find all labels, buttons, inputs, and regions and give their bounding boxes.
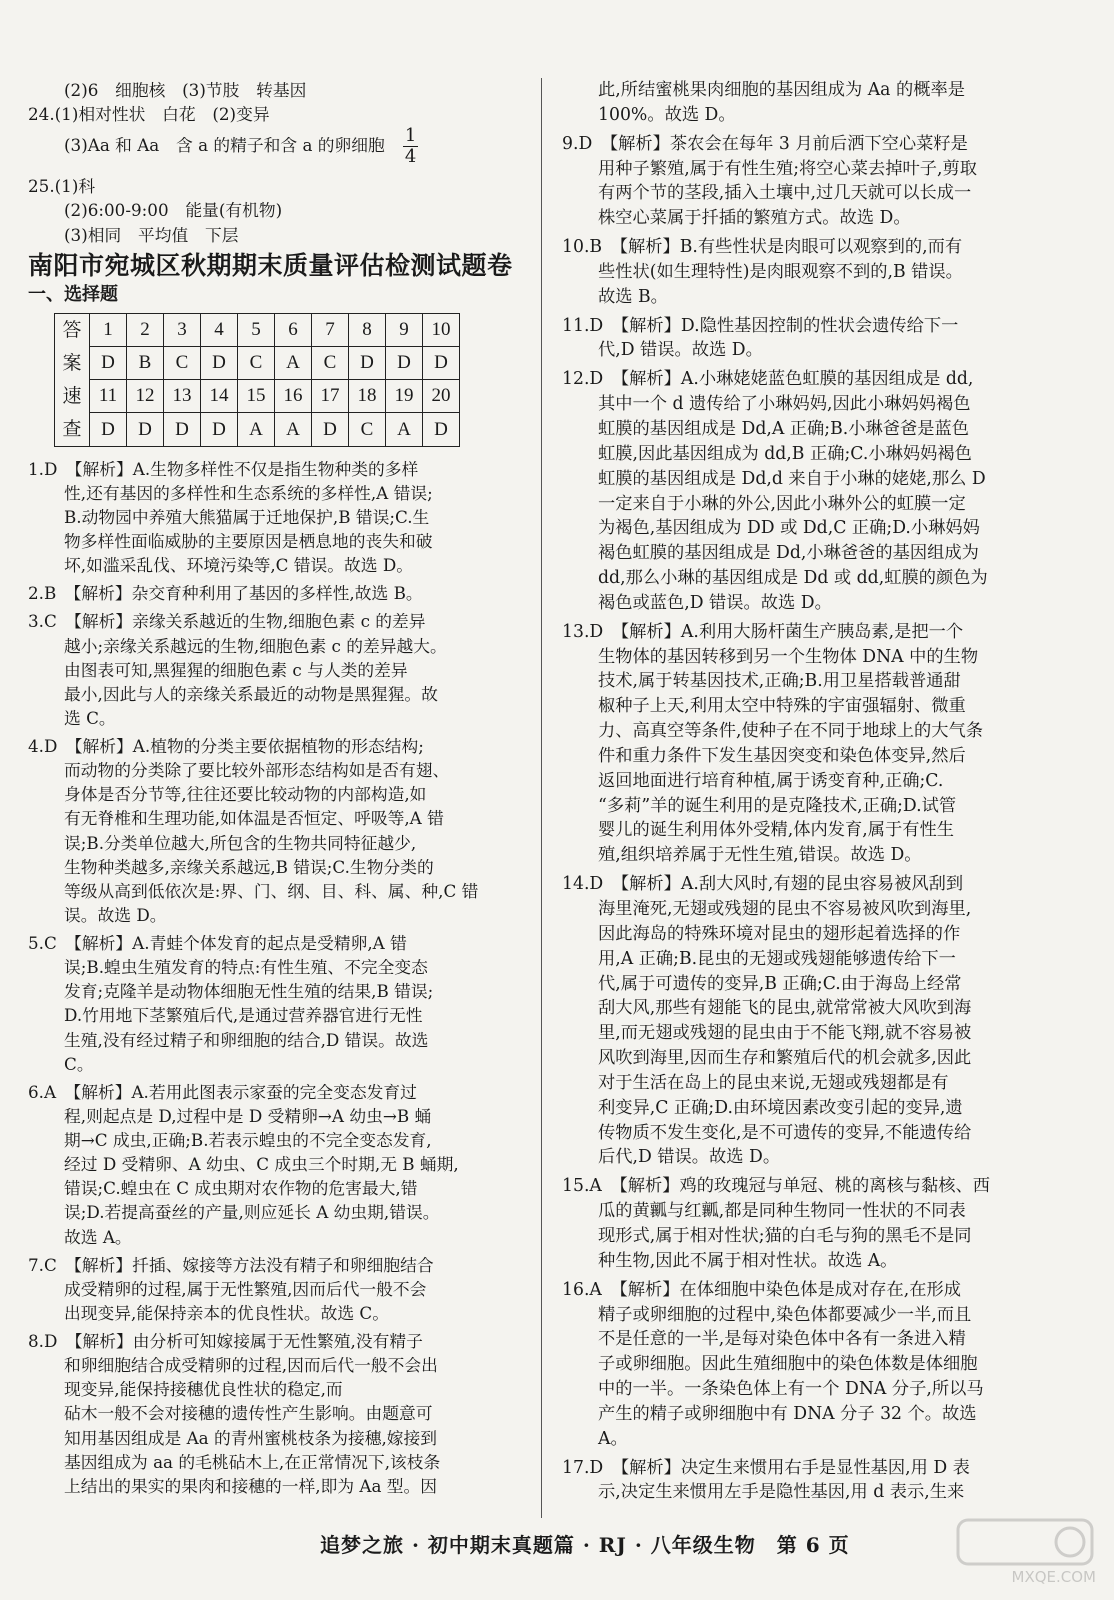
answer-item — [562, 1174, 1067, 1273]
question-number-cell: 16 — [275, 380, 312, 413]
question-number-cell: 9 — [386, 313, 423, 346]
answer-text: (3)Aa 和 Aa 含 a 的精子和含 a 的卵细胞 — [64, 135, 385, 156]
answer-first-line: 5.C 【解析】A.青蛙个体发育的起点是受精卵,A 错 — [28, 933, 407, 953]
answer-line: 性,还有基因的多样性和生态系统的多样性,A 错误; — [64, 482, 433, 503]
answer-line: 现形式,属于相对性状;猫的白毛与狗的黑毛不是同 — [598, 1225, 972, 1246]
answer-line: 为褐色,基因组成为 DD 或 Dd,C 正确;D.小琳妈妈 — [598, 518, 980, 539]
answer-first-line: 7.C 【解析】扦插、嫁接等方法没有精子和卵细胞结合 — [28, 1254, 434, 1275]
left-column — [28, 78, 528, 1502]
answer-line: 有两个节的茎段,插入土壤中,过几天就可以长成一 — [598, 183, 972, 204]
answer-line: 刮大风,那些有翅能飞的昆虫,就常常被大风吹到海 — [598, 998, 972, 1019]
answer-first-line: 17.D 【解析】决定生来惯用右手是显性基因,用 D 表 — [562, 1457, 970, 1478]
answer-item — [562, 314, 1067, 364]
answer-item — [562, 1278, 1067, 1452]
answer-line: 利变异,C 正确;D.由环境因素改变引起的变异,遗 — [598, 1097, 963, 1118]
answer-line: 物多样性面临威胁的主要原因是栖息地的丧失和破 — [64, 531, 433, 551]
answer-line: 虹膜的基因组成是 Dd,d 来自于小琳的姥姥,那么 D — [598, 468, 986, 489]
answer-first-line: 16.A 【解析】在体细胞中染色体是成对存在,在形成 — [562, 1279, 962, 1300]
answer-line: 力、高真空等条件,使种子在不同于地球上的大气条 — [598, 721, 983, 742]
answer-line: 上结出的果实的果肉和接穗的一样,即为 Aa 型。因 — [64, 1475, 438, 1496]
answer-line: 有无脊椎和生理功能,如体温是否恒定、呼吸等,A 错 — [64, 808, 444, 829]
answer-line: 坏,如滥采乱伐、环境污染等,C 错误。故选 D。 — [64, 555, 414, 576]
answer-line: “多莉”羊的诞生利用的是克隆技术,正确;D.试管 — [598, 795, 957, 816]
answer-line: 风吹到海里,因而生存和繁殖后代的机会就多,因此 — [598, 1048, 972, 1069]
answer-line — [28, 223, 528, 247]
answer-line: 此,所结蜜桃果肉细胞的基因组成为 Aa 的概率是 — [598, 80, 965, 100]
question-number-cell: 1 — [90, 313, 127, 346]
answer-line: 100%。故选 D。 — [598, 104, 736, 125]
answer-cell: D — [423, 346, 460, 379]
answer-cell: A — [386, 413, 423, 446]
answer-cell: D — [90, 413, 127, 446]
question-number-cell: 7 — [312, 313, 349, 346]
answer-line: 株空心菜属于扦插的繁殖方式。故选 D。 — [598, 208, 911, 229]
answer-line: 最小,因此与人的亲缘关系最近的动物是黑猩猩。故 — [64, 683, 438, 704]
answer-first-line: 6.A 【解析】A.若用此图表示家蚕的完全变态发育过 — [28, 1081, 417, 1102]
answer-cell: C — [238, 346, 275, 379]
answer-line: C。 — [64, 1053, 94, 1074]
answer-key-header-char: 答 — [62, 318, 82, 341]
answer-line: 越小;亲缘关系越远的生物,细胞色素 c 的差异越大。 — [64, 635, 447, 656]
answer-line: 和卵细胞结合成受精卵的过程,因而后代一般不会出 — [64, 1355, 438, 1376]
question-number-cell: 4 — [201, 313, 238, 346]
answer-key-header-char: 查 — [62, 417, 82, 440]
answer-item — [28, 1253, 528, 1325]
answer-first-line: 14.D 【解析】A.刮大风时,有翅的昆虫容易被风刮到 — [562, 874, 964, 895]
answer-cell: D — [127, 413, 164, 446]
answer-first-line: 8.D 【解析】由分析可知嫁接属于无性繁殖,没有精子 — [28, 1331, 423, 1351]
column-divider — [541, 78, 542, 1518]
answer-key-table — [54, 313, 460, 447]
answer-line: 砧木一般不会对接穗的遗传性产生影响。由题意可 — [64, 1403, 433, 1424]
answer-cell: D — [423, 413, 460, 446]
answer-first-line: 11.D 【解析】D.隐性基因控制的性状会遗传给下一 — [562, 315, 959, 336]
question-number-cell: 6 — [275, 313, 312, 346]
right-column — [562, 78, 1067, 1509]
answer-line: 褐色虹膜的基因组成是 Dd,小琳爸爸的基因组成为 — [598, 543, 979, 564]
answer-line: 子或卵细胞。因此生殖细胞中的染色体数是体细胞 — [598, 1354, 978, 1375]
answer-first-line: 12.D 【解析】A.小琳姥姥蓝色虹膜的基因组成是 dd, — [562, 369, 974, 390]
answer-line: 返回地面进行培育种植,属于诱变育种,正确;C. — [598, 770, 944, 791]
answer-key-header-char: 案 — [62, 351, 82, 374]
answer-line: 瓜的黄瓤与红瓤,都是同种生物同一性状的不同表 — [598, 1201, 966, 1222]
answer-line: 虹膜,因此基因组成为 dd,B 正确;C.小琳妈妈褐色 — [598, 443, 972, 464]
answer-item — [562, 1456, 1067, 1506]
answer-line: 知用基因组成是 Aa 的青州蜜桃枝条为接穗,嫁接到 — [64, 1427, 438, 1448]
answer-item — [562, 620, 1067, 868]
answer-key-header-char: 速 — [62, 384, 82, 407]
question-number-cell: 20 — [423, 380, 460, 413]
answer-cell: C — [349, 413, 386, 446]
answer-line: 成受精卵的过程,属于无性繁殖,因而后代一般不会 — [64, 1278, 427, 1299]
answer-first-line: 2.B 【解析】杂交育种利用了基因的多样性,故选 B。 — [28, 583, 423, 604]
answer-line: 误;B.蝗虫生殖发育的特点:有性生殖、不完全变态 — [64, 957, 428, 978]
section-subtitle: 一、选择题 — [28, 283, 118, 305]
answer-line: 生殖,没有经过精子和卵细胞的结合,D 错误。故选 — [64, 1029, 429, 1050]
answer-line: 程,则起点是 D,过程中是 D 受精卵→A 幼虫→B 蛹 — [64, 1105, 432, 1126]
answer-first-line: 3.C 【解析】亲缘关系越近的生物,细胞色素 c 的差异 — [28, 611, 426, 632]
answer-item — [562, 367, 1067, 615]
answer-line: 一定来自于小琳的外公,因此小琳外公的虹膜一定 — [598, 493, 966, 514]
answer-line: 对于生活在岛上的昆虫来说,无翅或残翅都是有 — [598, 1072, 949, 1093]
question-number-cell: 10 — [423, 313, 460, 346]
answer-line: 产生的精子或卵细胞中有 DNA 分子 32 个。故选 — [598, 1403, 977, 1424]
answer-first-line: 15.A 【解析】鸡的玫瑰冠与单冠、桃的离核与黏核、西 — [562, 1176, 991, 1197]
answer-line — [28, 102, 528, 126]
answer-line: 故选 A。 — [64, 1226, 132, 1247]
answer-line: 误;B.分类单位越大,所包含的生物共同特征越少, — [64, 832, 417, 853]
answer-line: 其中一个 d 遗传给了小琳妈妈,因此小琳妈妈褐色 — [598, 394, 971, 415]
answer-line: 件和重力条件下发生基因突变和染色体变异,然后 — [598, 745, 966, 766]
question-number-cell: 12 — [127, 380, 164, 413]
answer-item — [562, 872, 1067, 1170]
answer-key-row — [55, 413, 460, 446]
answer-key-header — [55, 313, 90, 446]
answer-key-row — [55, 346, 460, 379]
answer-cell: B — [127, 346, 164, 379]
watermark-icon — [950, 1514, 1100, 1570]
answer-cell: D — [349, 346, 386, 379]
answer-line: 发育;克隆羊是动物体细胞无性生殖的结果,B 错误; — [64, 981, 434, 1002]
answer-item — [562, 78, 1067, 128]
answer-line: 误。故选 D。 — [64, 904, 167, 925]
answer-cell: A — [238, 413, 275, 446]
answer-line: 出现变异,能保持亲本的优良性状。故选 C。 — [64, 1302, 389, 1323]
answer-line: 生物体的基因转移到另一个生物体 DNA 中的生物 — [598, 646, 979, 667]
answer-line: 代,属于可遗传的变异,B 正确;C.由于海岛上经常 — [598, 973, 962, 994]
answer-first-line: 9.D 【解析】茶农会在每年 3 月前后洒下空心菜籽是 — [562, 133, 968, 154]
answer-line: 而动物的分类除了要比较外部形态结构如是否有翅、 — [64, 760, 450, 781]
answer-line: 生物种类越多,亲缘关系越远,B 错误;C.生物分类的 — [64, 856, 434, 877]
answer-item — [28, 1329, 528, 1498]
answer-line: D.竹用地下茎繁殖后代,是通过营养器官进行无性 — [64, 1005, 423, 1026]
answer-line: 些性状(如生理特性)是肉眼观察不到的,B 错误。 — [598, 261, 963, 282]
answer-line: 误;D.若提高蚕丝的产量,则应延长 A 幼虫期,错误。 — [64, 1202, 440, 1223]
answer-item — [28, 457, 528, 578]
answer-line: 代,D 错误。故选 D。 — [598, 340, 763, 361]
answer-text: 24.(1)相对性状 白花 (2)变异 — [28, 104, 270, 125]
answer-line: 精子或卵细胞的过程中,染色体都要减少一半,而且 — [598, 1304, 972, 1325]
question-number-cell: 17 — [312, 380, 349, 413]
answer-line: 虹膜的基因组成是 Dd,A 正确;B.小琳爸爸是蓝色 — [598, 418, 970, 439]
answer-text: 25.(1)科 — [28, 176, 96, 197]
question-number-cell: 14 — [201, 380, 238, 413]
section-title: 南阳市宛城区秋期期末质量评估检测试题卷 — [28, 250, 513, 280]
answer-line: 基因组成为 aa 的毛桃砧木上,在正常情况下,该枝条 — [64, 1451, 441, 1472]
fraction — [403, 126, 418, 167]
answer-line: 由图表可知,黑猩猩的细胞色素 c 与人类的差异 — [64, 659, 408, 680]
answer-line: 婴儿的诞生利用体外受精,体内发育,属于有性生 — [598, 820, 954, 841]
answer-line — [28, 78, 528, 102]
answer-line: 故选 B。 — [598, 286, 668, 307]
answer-text: (2)6 细胞核 (3)节肢 转基因 — [64, 80, 307, 100]
answer-line: 传物质不发生变化,是不可遗传的变异,不能遗传给 — [598, 1122, 972, 1143]
answer-item — [28, 1080, 528, 1249]
answer-item — [562, 132, 1067, 231]
answer-line: 示,决定生来惯用左手是隐性基因,用 d 表示,生来 — [598, 1482, 965, 1503]
question-number-cell: 8 — [349, 313, 386, 346]
answer-first-line: 10.B 【解析】B.有些性状是肉眼可以观察到的,而有 — [562, 237, 963, 258]
answer-item — [562, 235, 1067, 310]
answer-cell: A — [275, 413, 312, 446]
answer-item — [28, 581, 528, 605]
answer-line: 技术,属于转基因技术,正确;B.用卫星搭载普通甜 — [598, 671, 961, 692]
answer-line: B.动物园中养殖大熊猫属于迁地保护,B 错误;C.生 — [64, 506, 430, 527]
answer-line: 经过 D 受精卵、A 幼虫、C 成虫三个时期,无 B 蛹期, — [64, 1154, 459, 1175]
answer-line: 褐色或蓝色,D 错误。故选 D。 — [598, 592, 832, 613]
answer-line: 期→C 成虫,正确;B.若表示蝗虫的不完全变态发育, — [64, 1130, 432, 1150]
answer-line: 后代,D 错误。故选 D。 — [598, 1147, 781, 1168]
answer-first-line: 13.D 【解析】A.利用大肠杆菌生产胰岛素,是把一个 — [562, 621, 964, 642]
answer-first-line: 4.D 【解析】A.植物的分类主要依据植物的形态结构; — [28, 736, 424, 756]
answer-line — [28, 126, 528, 174]
question-number-cell: 13 — [164, 380, 201, 413]
answer-line: 用,A 正确;B.昆虫的无翅或残翅能够遗传给下一 — [598, 948, 956, 969]
answer-line: 里,而无翅或残翅的昆虫由于不能飞翔,就不容易被 — [598, 1023, 972, 1044]
answer-line — [28, 174, 528, 198]
question-number-cell: 15 — [238, 380, 275, 413]
answer-text: (3)相同 平均值 下层 — [64, 224, 239, 245]
watermark-logo — [950, 1514, 1100, 1586]
answer-line: 种生物,因此不属于相对性状。故选 A。 — [598, 1250, 898, 1271]
answer-cell: A — [275, 346, 312, 379]
answer-item — [28, 609, 528, 730]
answer-line: 殖,组织培养属于无性生殖,错误。故选 D。 — [598, 845, 922, 866]
answer-cell: C — [164, 346, 201, 379]
answer-line: 海里淹死,无翅或残翅的昆虫不容易被风吹到海里, — [598, 899, 972, 919]
answer-line: A。 — [598, 1428, 628, 1449]
answer-line: dd,那么小琳的基因组成是 Dd 或 dd,虹膜的颜色为 — [598, 568, 988, 589]
answer-key-row — [55, 380, 460, 413]
answer-line: 现变异,能保持接穗优良性状的稳定,而 — [64, 1379, 343, 1400]
answer-line — [28, 198, 528, 222]
question-number-cell: 5 — [238, 313, 275, 346]
question-number-cell: 11 — [90, 380, 127, 413]
answer-line: 选 C。 — [64, 707, 116, 728]
answer-cell: D — [312, 413, 349, 446]
answer-line: 中的一半。一条染色体上有一个 DNA 分子,所以马 — [598, 1379, 984, 1400]
question-number-cell: 19 — [386, 380, 423, 413]
answer-cell: D — [201, 413, 238, 446]
answer-cell: D — [386, 346, 423, 379]
answer-line: 等级从高到低依次是:界、门、纲、目、科、属、种,C 错 — [64, 880, 479, 901]
answer-line: 用种子繁殖,属于有性生殖;将空心菜去掉叶子,剪取 — [598, 158, 978, 179]
answer-line: 身体是否分节等,往往还要比较动物的内部构造,如 — [64, 784, 427, 805]
answer-line: 不是任意的一半,是每对染色体中各有一条进入精 — [598, 1329, 966, 1350]
question-number-cell: 2 — [127, 313, 164, 346]
fraction-denominator: 4 — [404, 146, 417, 168]
question-number-cell: 18 — [349, 380, 386, 413]
answer-line: 因此海岛的特殊环境对昆虫的翅形起着选择的作 — [598, 923, 961, 944]
answer-cell: C — [312, 346, 349, 379]
fraction-numerator: 1 — [404, 125, 417, 147]
answer-line: 错误;C.蝗虫在 C 成虫期对农作物的危害最大,错 — [64, 1178, 418, 1199]
page-footer: 追梦之旅 · 初中期末真题篇 · RJ · 八年级生物 第 6 页 — [320, 1533, 850, 1557]
question-number-cell: 3 — [164, 313, 201, 346]
answer-key-row — [55, 313, 460, 346]
answer-cell: D — [90, 346, 127, 379]
answer-item — [28, 734, 528, 927]
answer-cell: D — [164, 413, 201, 446]
watermark-text: MXQE.COM — [1011, 1568, 1096, 1586]
answer-line: 椒种子上天,利用太空中特殊的宇宙强辐射、微重 — [598, 696, 966, 717]
answer-cell: D — [201, 346, 238, 379]
answer-first-line: 1.D 【解析】A.生物多样性不仅是指生物种类的多样 — [28, 458, 419, 479]
answer-text: (2)6:00-9:00 能量(有机物) — [64, 200, 283, 221]
answer-item — [28, 931, 528, 1076]
